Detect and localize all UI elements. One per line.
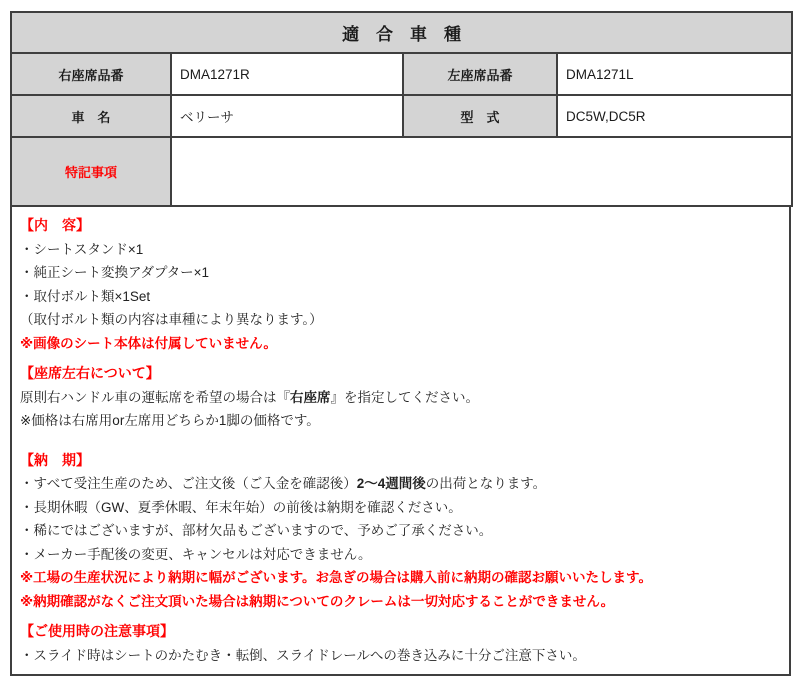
seat-side-price-note: ※価格は右席用or左席用どちらか1脚の価格です。: [20, 413, 320, 428]
right-seat-part-number-value: DMA1271R: [171, 53, 403, 95]
text-segment-bold: 2～4週間後: [356, 476, 426, 491]
model-code-value: DC5W,DC5R: [557, 95, 792, 137]
table-title: 適 合 車 種: [11, 12, 792, 53]
text-segment: の出荷となります。: [425, 476, 547, 491]
delivery-item: ・稀にではございますが、部材欠品もございますので、予めご了承ください。: [20, 523, 493, 538]
delivery-item: ・長期休暇（GW、夏季休暇、年末年始）の前後は納期を確認ください。: [20, 499, 462, 515]
seat-side-instruction: [20, 386, 779, 410]
section-seat-side-heading: 【座席左右について】: [20, 365, 160, 381]
delivery-warning: ※工場の生産状況により納期に幅がございます。お急ぎの場合は購入前に納期の確認お願いいたします。: [20, 570, 652, 585]
contents-item: ・シートスタンド×1: [20, 241, 144, 257]
vehicle-compatibility-table: [10, 11, 793, 207]
text-segment: ・すべて受注生産のため、ご注文後（ご入金を確認後）: [20, 476, 357, 491]
table-row: [11, 95, 792, 137]
contents-warning: ※画像のシート本体は付属していません。: [20, 335, 277, 351]
car-name-label: 車 名: [11, 95, 171, 137]
special-notes-value: [171, 137, 792, 206]
section-usage-notes: [20, 620, 779, 667]
special-notes-label: 特記事項: [11, 137, 171, 206]
section-contents-heading: 【内 容】: [20, 217, 90, 233]
section-seat-side: [20, 362, 779, 433]
left-seat-part-number-label: 左座席品番: [403, 53, 557, 95]
usage-note-item: ・スライド時はシートのかたむき・転倒、スライドレールへの巻き込みに十分ご注意下さい。: [20, 647, 586, 663]
section-delivery: [20, 449, 779, 614]
section-usage-notes-heading: 【ご使用時の注意事項】: [20, 623, 174, 639]
delivery-item: ・メーカー手配後の変更、キャンセルは対応できません。: [20, 546, 372, 562]
text-segment-bold: 右座席: [290, 389, 331, 405]
table-title-row: [11, 12, 792, 53]
product-notes-box: [10, 205, 791, 676]
model-code-label: 型 式: [403, 95, 557, 137]
contents-item: （取付ボルト類の内容は車種により異なります。）: [20, 312, 323, 327]
special-notes-row: [11, 137, 792, 206]
left-seat-part-number-value: DMA1271L: [557, 53, 792, 95]
table-row: [11, 53, 792, 95]
delivery-warning: ※納期確認がなくご注文頂いた場合は納期についてのクレームは一切対応することができません。: [20, 593, 615, 609]
product-spec-page: [0, 11, 800, 699]
section-contents: [20, 214, 779, 355]
right-seat-part-number-label: 右座席品番: [11, 53, 171, 95]
contents-item: ・取付ボルト類×1Set: [20, 288, 151, 304]
text-segment: 』を指定してください。: [330, 389, 479, 405]
text-segment: 原則右ハンドル車の運転席を希望の場合は『: [20, 389, 290, 405]
section-delivery-heading: 【納 期】: [20, 451, 90, 468]
car-name-value: ベリーサ: [171, 95, 403, 137]
delivery-item: [20, 472, 779, 496]
contents-item: ・純正シート変換アダプター×1: [20, 265, 210, 280]
